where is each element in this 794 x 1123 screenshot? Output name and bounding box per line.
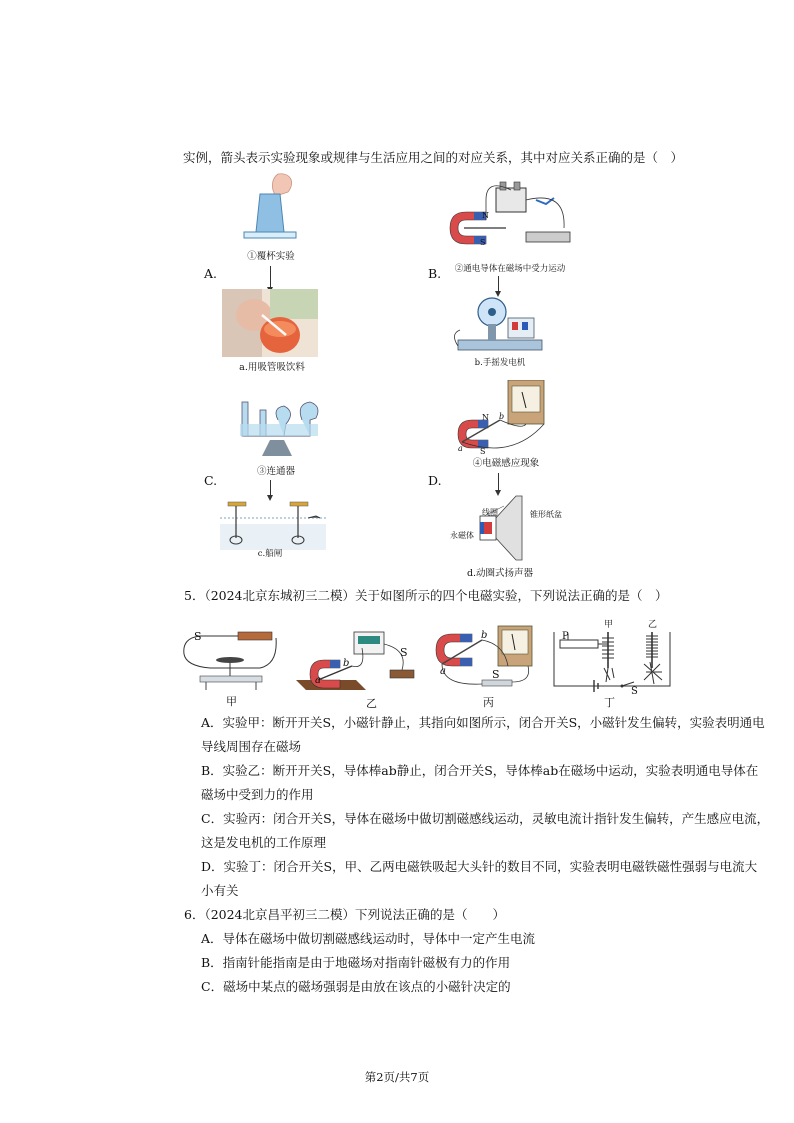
moving-coil-speaker-figure: [474, 492, 528, 564]
option-d-arrow: [498, 473, 499, 491]
option-a-letter: A.: [204, 266, 218, 281]
q5-ding-jia-label: 甲: [604, 620, 614, 630]
option-b-bottom-caption: b.手摇发电机: [474, 358, 526, 368]
q5-jia-s-label: S: [194, 630, 202, 643]
option-d-coil-label: 线圈: [482, 508, 498, 517]
q5-option-b-line2: 磁场中受到力的作用: [201, 787, 314, 802]
option-b-n-label: N: [482, 211, 489, 220]
q5-ding-p-label: P: [562, 631, 569, 642]
option-c-bottom-caption: c.船闸: [257, 549, 283, 559]
straw-drink-photo: [222, 289, 318, 357]
q5-bing-a-label: a: [440, 666, 446, 677]
option-a-bottom-caption: a.用吸管吸饮料: [239, 362, 305, 373]
q5-stem: 5．（2024北京东城初三二模）关于如图所示的四个电磁实验，下列说法正确的是（ ）: [184, 588, 668, 603]
option-d-b-label: b: [499, 412, 505, 421]
q5-option-c-line1: C．实验丙：闭合开关S，导体在磁场中做切割磁感线运动，灵敏电流计指针发生偏转，产生感应电流，: [201, 811, 770, 826]
hand-generator-figure: [450, 294, 550, 354]
option-b-letter: B.: [428, 266, 442, 281]
intro-text: 实例，箭头表示实验现象或规律与生活应用之间的对应关系，其中对应关系正确的是（ ）: [183, 150, 684, 165]
option-d-n-label: N: [482, 413, 489, 422]
option-d-s-label: S: [480, 447, 486, 456]
q5-option-b-line1: B．实验乙：断开开关S，导体棒ab静止，闭合开关S，导体棒ab在磁场中运动，实验表明通电导体在: [201, 763, 759, 778]
option-d-bottom-caption: d.动圈式扬声器: [466, 568, 534, 579]
q5-option-d-line1: D．实验丁：闭合开关S，甲、乙两电磁铁吸起大头针的数目不同，实验表明电磁铁磁性强弱与电流大: [201, 859, 758, 874]
q5-option-a-line1: A．实验甲：断开开关S，小磁针静止，其指向如图所示，闭合开关S，小磁针发生偏转，实验表明通电: [201, 715, 765, 730]
page-footer: 第2页/共7页: [364, 1070, 430, 1084]
option-c-top-caption: ③连通器: [256, 466, 295, 477]
option-d-magnet-label: 永磁体: [450, 531, 474, 540]
option-b-arrow: [498, 276, 499, 292]
option-c-letter: C.: [204, 473, 218, 488]
q6-option-a: A．导体在磁场中做切割磁感线运动时，导体中一定产生电流: [201, 931, 536, 946]
q6-option-c: C．磁场中某点的磁场强弱是由放在该点的小磁针决定的: [201, 979, 511, 994]
option-a-top-caption: ①覆杯实验: [247, 251, 295, 262]
q5-option-d-line2: 小有关: [201, 883, 239, 898]
connected-vessels-figure: [240, 396, 322, 458]
option-d-cone-label: 锥形纸盆: [530, 510, 562, 519]
current-conductor-figure: [446, 180, 576, 260]
option-d-top-caption: ④电磁感应现象: [472, 458, 540, 469]
q5-fig-label-jia: 甲: [226, 695, 237, 708]
q5-ding-s-label: S: [631, 686, 638, 697]
q5-option-c-line2: 这是发电机的工作原理: [201, 835, 327, 850]
option-d-letter: D.: [428, 473, 442, 488]
q5-fig-label-yi: 乙: [366, 697, 377, 710]
option-b-s-label: S: [480, 238, 486, 247]
option-c-arrow: [270, 480, 271, 496]
ship-lock-figure: [220, 498, 326, 550]
option-d-a-label: a: [458, 444, 463, 453]
q5-yi-b-label: b: [343, 658, 350, 669]
q5-bing-b-label: b: [481, 630, 488, 641]
q5-ding-yi-label: 乙: [648, 620, 658, 630]
q5-yi-a-label: a: [315, 675, 321, 686]
q5-yi-s-label: S: [400, 646, 408, 659]
q5-bing-s-label: S: [492, 668, 500, 681]
q6-option-b: B．指南针能指南是由于地磁场对指南针磁极有力的作用: [201, 955, 511, 970]
q5-fig-label-bing: 丙: [483, 696, 494, 709]
option-b-top-caption: ②通电导体在磁场中受力运动: [454, 264, 566, 274]
q5-option-a-line2: 导线周围存在磁场: [201, 739, 302, 754]
cup-overturn-figure: [238, 172, 302, 244]
option-a-arrow: [270, 266, 271, 288]
q5-fig-label-ding: 丁: [604, 696, 615, 709]
q6-stem: 6．（2024北京昌平初三二模）下列说法正确的是（ ）: [184, 907, 506, 922]
